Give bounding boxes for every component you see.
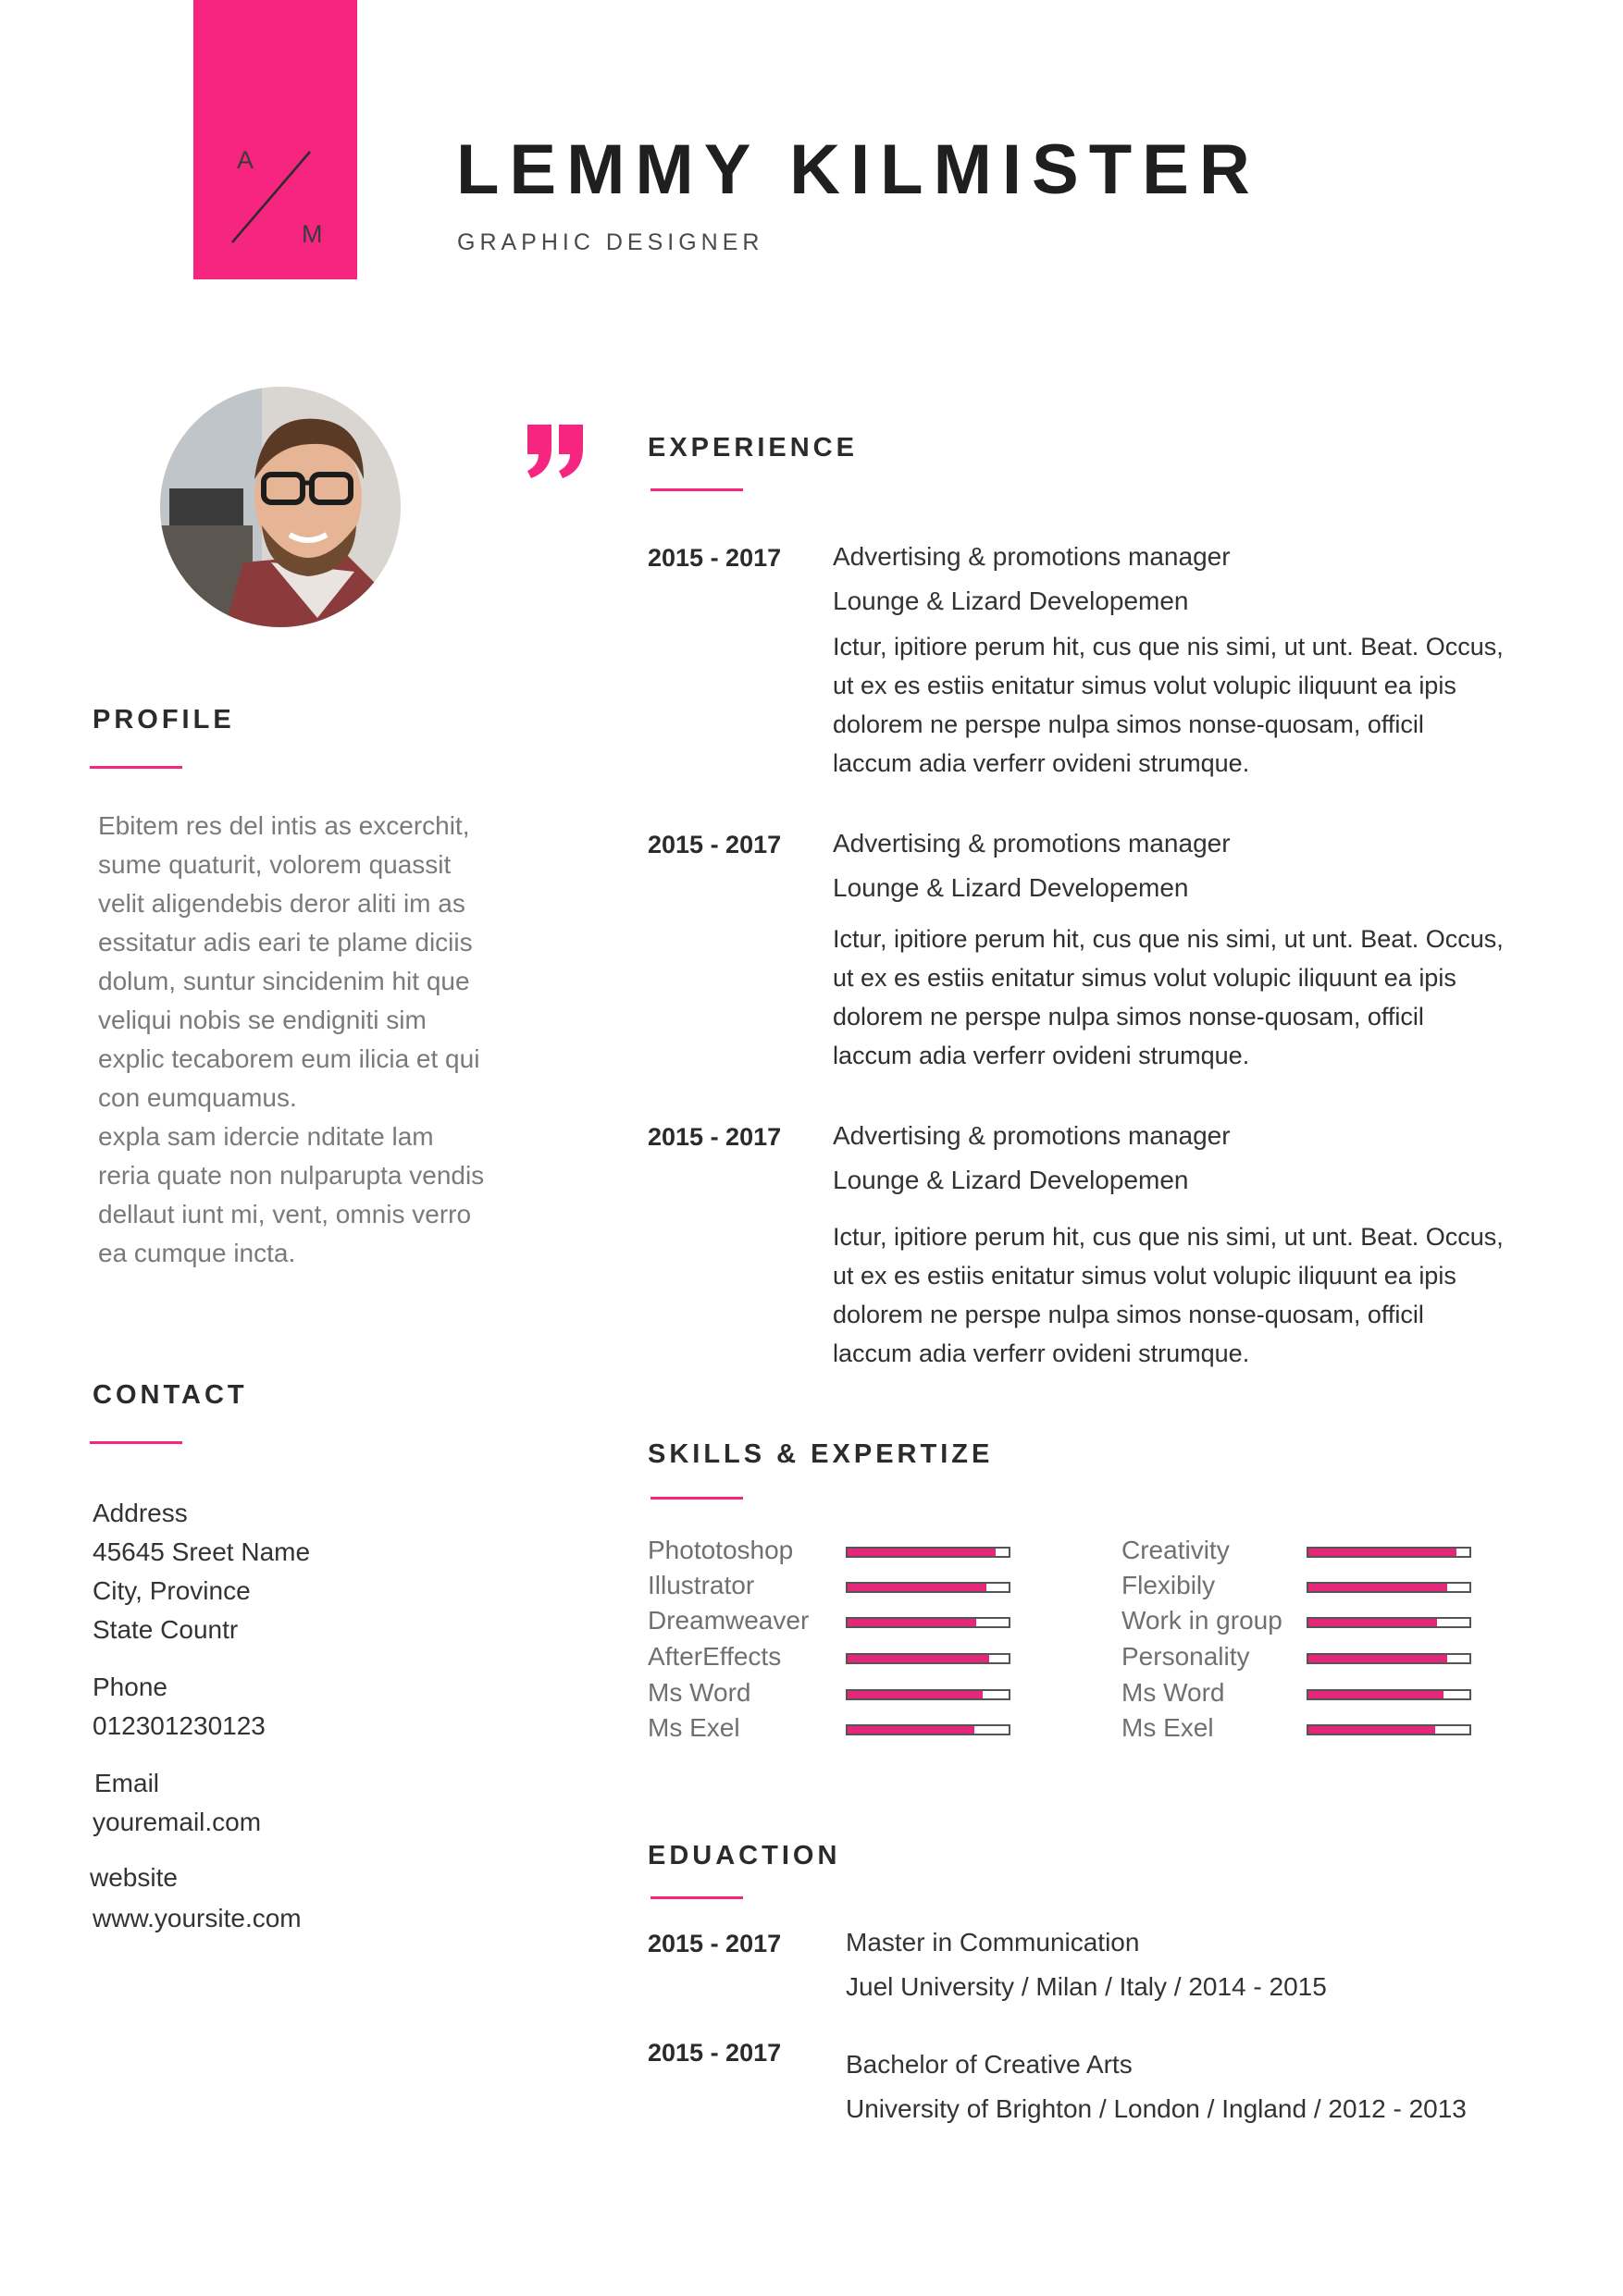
profile-rule — [90, 766, 182, 769]
experience-heading: EXPERIENCE — [648, 433, 858, 463]
skill-name: Ms Word — [648, 1678, 751, 1707]
skill-name: Illustrator — [648, 1571, 755, 1599]
skill-name: Flexibily — [1121, 1571, 1216, 1599]
skill-name: Ms Word — [1121, 1678, 1225, 1707]
skills-heading: SKILLS & EXPERTIZE — [648, 1439, 994, 1469]
monogram-block — [193, 0, 357, 279]
education-years: 2015 - 2017 — [648, 2039, 782, 2067]
experience-rule — [650, 488, 743, 491]
skill-bar — [1307, 1653, 1471, 1664]
education-years: 2015 - 2017 — [648, 1930, 782, 1957]
education-heading: EDUACTION — [648, 1841, 841, 1870]
skill-bar — [846, 1689, 1010, 1700]
monogram-first-initial: A — [237, 146, 254, 174]
experience-description: Ictur, ipitiore perum hit, cus que nis simi, ut unt. Beat. Occus, ut ex es estiis enitatur simus volut volupic iliquunt ea ipis dolorem ne perspe nulpa simos nonse-quosam, officil laccum adia verferr ovideni strumque. — [833, 633, 1504, 777]
experience-company: Lounge & Lizard Developemen — [833, 1166, 1189, 1194]
experience-company: Lounge & Lizard Developemen — [833, 873, 1189, 902]
experience-description: Ictur, ipitiore perum hit, cus que nis simi, ut unt. Beat. Occus, ut ex es estiis enitatur simus volut volupic iliquunt ea ipis dolorem ne perspe nulpa simos nonse-quosam, officil laccum adia verferr ovideni strumque. — [833, 925, 1504, 1069]
experience-years: 2015 - 2017 — [648, 544, 782, 572]
skill-bar — [846, 1617, 1010, 1628]
skill-bar — [846, 1653, 1010, 1664]
experience-years: 2015 - 2017 — [648, 831, 782, 858]
website-label: website — [90, 1863, 178, 1892]
experience-description: Ictur, ipitiore perum hit, cus que nis simi, ut unt. Beat. Occus, ut ex es estiis enitatur simus volut volupic iliquunt ea ipis dolorem ne perspe nulpa simos nonse-quosam, officil laccum adia verferr ovideni strumque. — [833, 1223, 1504, 1367]
address-line: State Countr — [93, 1615, 239, 1644]
skill-bar — [846, 1582, 1010, 1593]
skill-name: Phototoshop — [648, 1536, 794, 1564]
email-label: Email — [94, 1769, 160, 1797]
education-rule — [650, 1896, 743, 1899]
profile-photo — [160, 387, 401, 627]
experience-title: Advertising & promotions manager — [833, 542, 1231, 571]
education-degree: Master in Communication — [846, 1928, 1140, 1957]
contact-heading: CONTACT — [93, 1380, 248, 1410]
skill-bar — [846, 1724, 1010, 1735]
skill-name: Dreamweaver — [648, 1606, 810, 1635]
skill-name: AfterEffects — [648, 1642, 782, 1671]
email-value[interactable]: youremail.com — [93, 1808, 262, 1836]
address-line: 45645 Sreet Name — [93, 1537, 311, 1566]
skill-bar — [1307, 1582, 1471, 1593]
website-value[interactable]: www.yoursite.com — [93, 1904, 302, 1932]
skill-bar — [1307, 1547, 1471, 1558]
monogram-last-initial: M — [302, 220, 323, 248]
education-school: University of Brighton / London / Ingland / 2012 - 2013 — [846, 2094, 1467, 2123]
experience-title: Advertising & promotions manager — [833, 1121, 1231, 1150]
skill-name: Ms Exel — [1121, 1713, 1214, 1742]
experience-years: 2015 - 2017 — [648, 1123, 782, 1151]
skill-bar — [1307, 1617, 1471, 1628]
experience-company: Lounge & Lizard Developemen — [833, 586, 1189, 615]
skill-bar — [1307, 1689, 1471, 1700]
skills-rule — [650, 1497, 743, 1500]
education-school: Juel University / Milan / Italy / 2014 - 2015 — [846, 1972, 1327, 2001]
profile-text: Ebitem res del intis as excerchit, sume quaturit, volorem quassit velit aligendebis deror aliti im as essitatur adis eari te plame diciis dolum, suntur sincidenim hit que veliqui nobis se endigniti sim explic tecaborem eum ilicia et qui con eumquamus. expla sam idercie nditate lam reria quate non nulparupta vendis dellaut iunt mi, vent, omnis verro ea cumque incta. — [98, 811, 485, 1267]
candidate-name: LEMMY KILMISTER — [456, 130, 1260, 209]
education-degree: Bachelor of Creative Arts — [846, 2050, 1133, 2079]
skill-bar — [846, 1547, 1010, 1558]
profile-heading: PROFILE — [93, 705, 235, 734]
skill-name: Work in group — [1121, 1606, 1282, 1635]
candidate-role: GRAPHIC DESIGNER — [457, 229, 764, 255]
skill-name: Creativity — [1121, 1536, 1230, 1564]
address-line: City, Province — [93, 1576, 251, 1605]
skill-name: Ms Exel — [648, 1713, 740, 1742]
phone-label: Phone — [93, 1673, 167, 1701]
contact-rule — [90, 1441, 182, 1444]
skill-name: Personality — [1121, 1642, 1250, 1671]
quote-icon — [526, 421, 587, 482]
skill-bar — [1307, 1724, 1471, 1735]
phone-value: 012301230123 — [93, 1711, 266, 1740]
experience-title: Advertising & promotions manager — [833, 829, 1231, 858]
address-label: Address — [93, 1499, 188, 1527]
